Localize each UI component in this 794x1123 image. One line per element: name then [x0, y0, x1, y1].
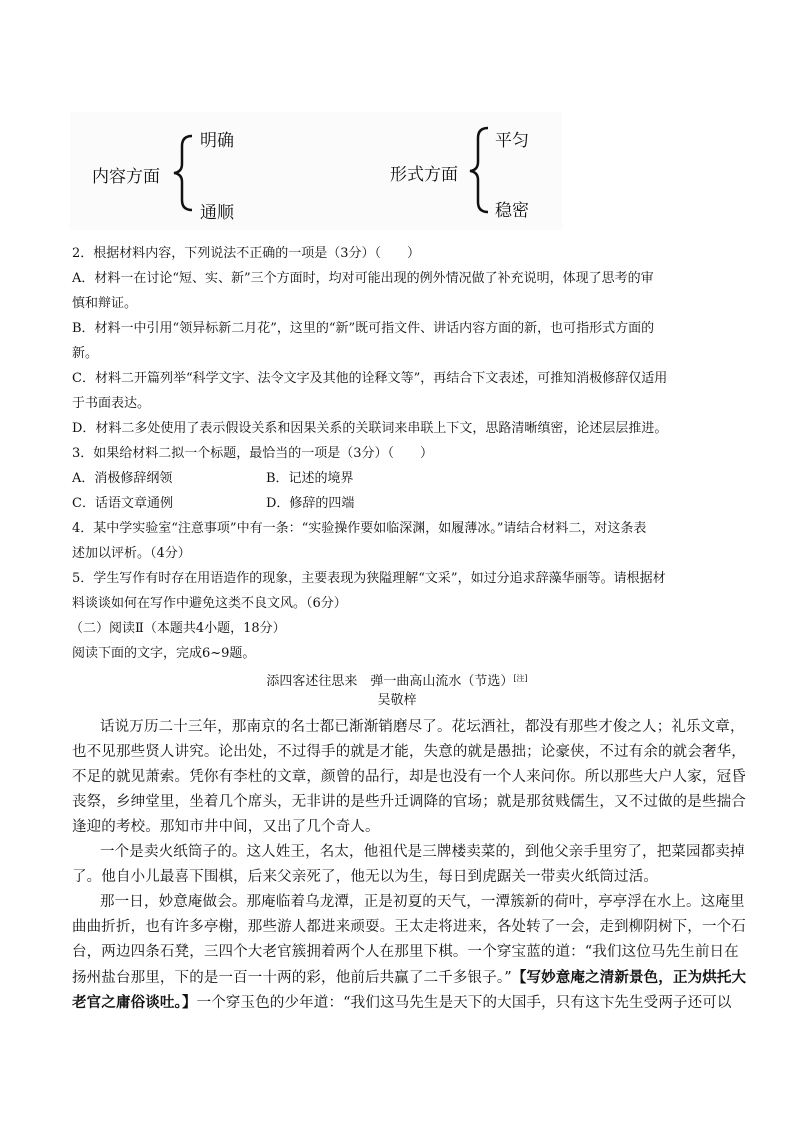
- q2-option-a-line2: 慎和辩证。: [72, 296, 138, 311]
- right-brace: [470, 128, 488, 212]
- story-line: 曲曲折折，也有许多亭榭，那些游人都进来顽耍。王太走将进来，各处转了一会，走到柳阴树下，一个石: [72, 919, 746, 935]
- story-line-text: 一个穿玉色的少年道：“我们这马先生是天下的大国手，只有这卞先生受两子还可以: [196, 995, 732, 1011]
- story-line: 逢迎的考校。那知市井中间，又出了几个奇人。: [72, 819, 380, 835]
- q2-stem: 2．根据材料内容，下列说法不正确的一项是（3分）（ ）: [72, 246, 421, 261]
- q3-option-a: A．消极修辞纲领: [72, 471, 173, 486]
- diagram-left-bottom: 通顺: [200, 203, 234, 223]
- q5-line2: 料谈谈如何在写作中避免这类不良文风。（6分）: [72, 596, 347, 611]
- section-heading: （二）阅读Ⅱ（本题共4小题，18分）: [70, 621, 286, 636]
- q2-option-a-line1: A．材料一在讨论“短、实、新”三个方面时，均对可能出现的例外情况做了补充说明，体现了思考的审: [72, 271, 654, 286]
- story-line: 那一日，妙意庵做会。那庵临着乌龙潭，正是初夏的天气，一潭簇新的荷叶，亭亭浮在水上。这庵里: [100, 894, 745, 910]
- story-line: [72, 965, 746, 992]
- diagram-right-top: 平匀: [495, 131, 529, 151]
- story-annotation-end: 老官之庸俗谈吐。】: [72, 994, 197, 1011]
- q2-option-c-line2: 于书面表达。: [72, 396, 151, 411]
- story-note-mark: [注]: [513, 674, 528, 683]
- q2-option-d: D．材料二多处使用了表示假设关系和因果关系的关联词来串联上下文，思路清晰缜密，论述层层推进。: [72, 421, 668, 436]
- story-line: 台，两边四条石凳，三四个大老官簇拥着两个人在那里下棋。一个穿宝蓝的道：“我们这位马先生前日在: [72, 944, 739, 960]
- q2-option-c-line1: C．材料二开篇列举“科学文字、法令文字及其他的诠释文等”，再结合下文表述，可推知消极修辞仅适用: [72, 371, 668, 386]
- q4-line1: 4．某中学实验室“注意事项”中有一条：“实验操作要如临深渊，如履薄冰。”请结合材料二，对这条表: [72, 521, 647, 536]
- story-line: 了。他自小儿最喜下围棋，后来父亲死了，他无以为生，每日到虎踞关一带卖火纸筒过活。: [72, 869, 658, 885]
- diagram-left-label: 内容方面: [92, 167, 160, 187]
- story-annotation: 【写妙意庵之清新景色，正为烘托大: [511, 969, 747, 986]
- left-brace: [174, 136, 192, 210]
- story-line: 也不见那些贤人讲究。论出处，不过得手的就是才能，失意的就是愚拙；论豪侠，不过有余的就会奢华，: [72, 744, 746, 760]
- story-line: 话说万历二十三年，那南京的名士都已渐渐销磨尽了。花坛酒社，都没有那些才俊之人；礼乐文章，: [100, 719, 745, 735]
- content-form-diagram: [70, 112, 562, 230]
- diagram-right-bottom: 稳密: [495, 201, 529, 221]
- story-title-text: 添四客述往思来 弹一曲高山流水（节选）: [266, 674, 514, 689]
- q5-line1: 5．学生写作有时存在用语造作的现象，主要表现为狭隘理解“文采”，如过分追求辞藻华丽等。请根据材: [72, 571, 666, 586]
- story-author: 吴敬梓: [377, 693, 417, 708]
- story-line: 丧祭，乡绅堂里，坐着几个席头，无非讲的是些升迁调降的官场；就是那贫贱儒生，又不过做的是些揣合: [72, 794, 746, 810]
- diagram-left-top: 明确: [200, 131, 234, 151]
- q2-option-b-line1: B．材料一中引用“领异标新二月花”，这里的“新”既可指文件、讲话内容方面的新，也可指形式方面的: [72, 321, 655, 336]
- q2-option-b-line2: 新。: [72, 346, 99, 361]
- diagram-right-label: 形式方面: [390, 165, 458, 185]
- q3-option-b: B．记述的境界: [266, 471, 354, 486]
- story-line: 不足的就见萧索。凭你有李杜的文章，颜曾的品行，却是也没有一个人来问你。所以那些大户人家，冠昏: [72, 769, 746, 785]
- story-line: [72, 990, 732, 1017]
- story-line: 一个是卖火纸筒子的。这人姓王，名太，他祖代是三牌楼卖菜的，到他父亲手里穷了，把菜园都卖掉: [100, 844, 745, 860]
- story-title: [0, 670, 794, 691]
- story-line-text: 扬州盐台那里，下的是一百一十两的彩，他前后共赢了二千多银子。”: [72, 970, 512, 986]
- q4-line2: 述加以评析。（4分）: [72, 546, 191, 561]
- q3-option-c: C．话语文章通例: [72, 496, 173, 511]
- section-instruction: 阅读下面的文字，完成6~9题。: [72, 646, 256, 661]
- q3-option-d: D．修辞的四端: [266, 496, 355, 511]
- q3-stem: 3．如果给材料二拟一个标题，最恰当的一项是（3分）（ ）: [72, 446, 434, 461]
